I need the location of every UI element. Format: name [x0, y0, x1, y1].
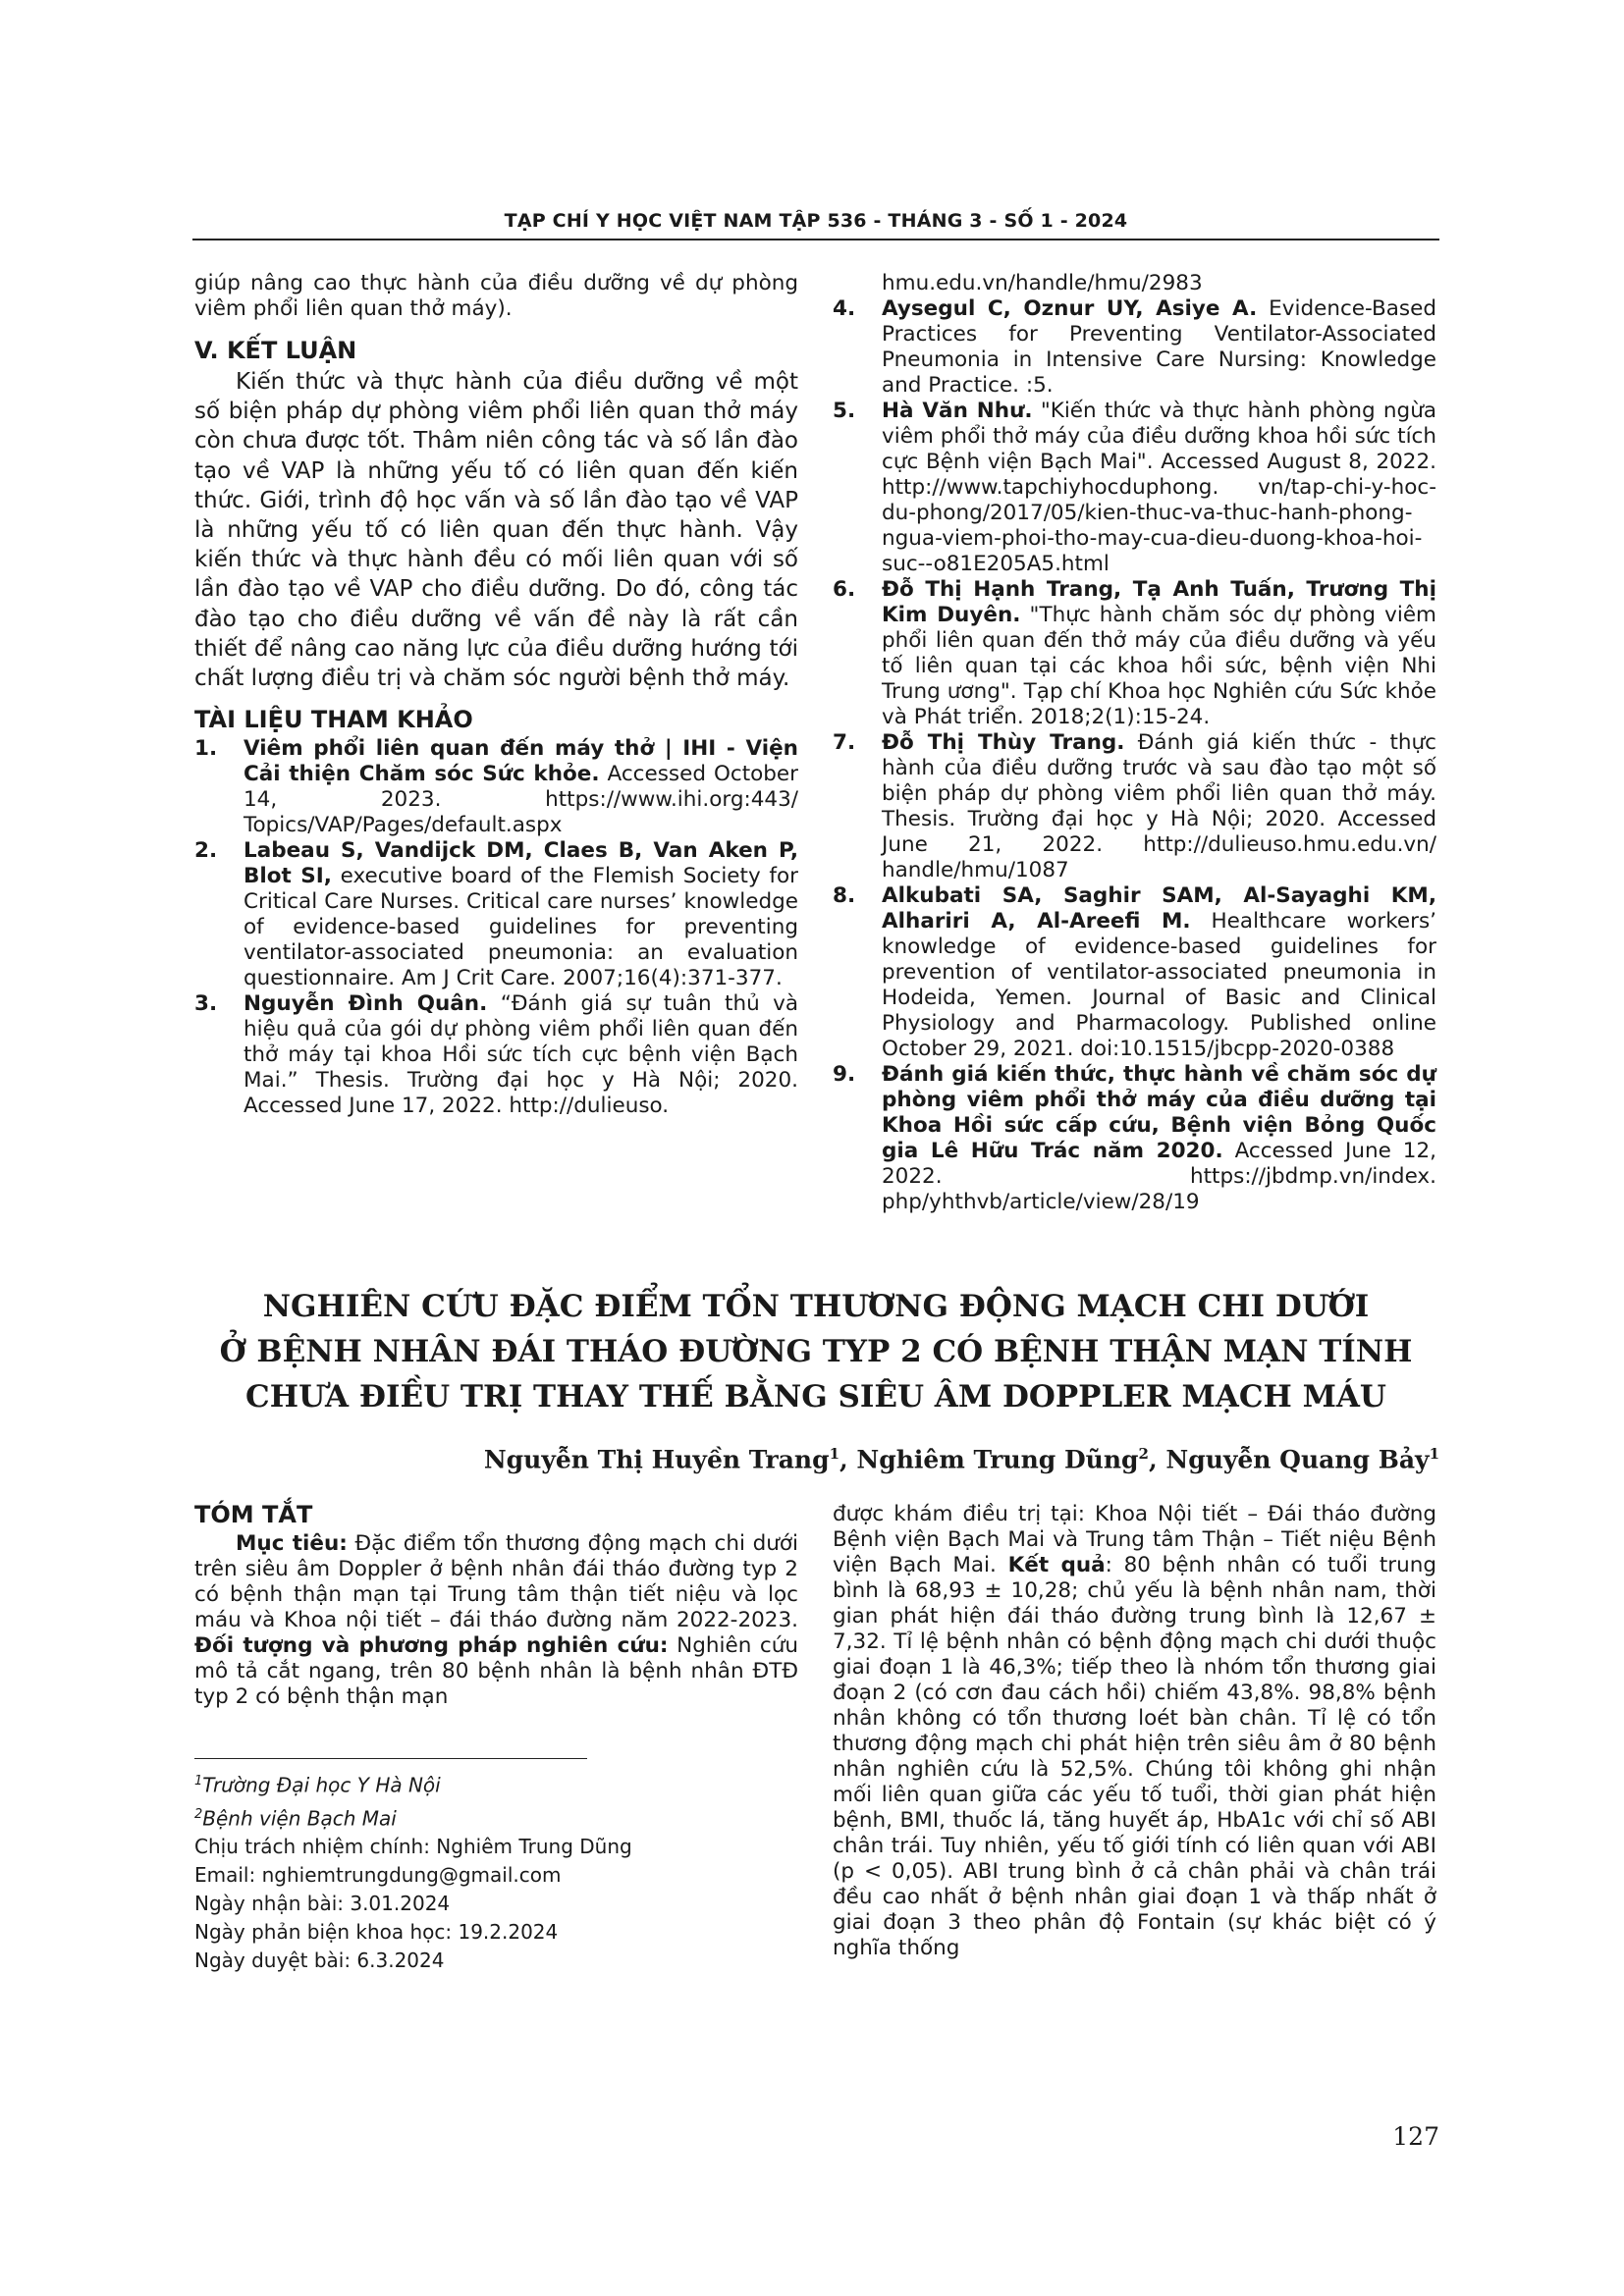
author-name: Nghiêm Trung Dũng	[856, 1445, 1139, 1474]
abstract-right	[833, 1502, 1436, 1961]
reference-item: 2. Labeau S, Vandijck DM, Claes B, Van Aken P, Blot SI, executive board of the Flemish Society for Critical Care Nurses. Critical care nurses’ knowledge of evidence-based guidelines for preventing ventilator-associated pneumonia: an evaluation questionnaire. Am J Crit Care. 2007;16(4):371-377.	[194, 838, 798, 991]
footnote-rule	[194, 1758, 587, 1759]
article-title-line: NGHIÊN CỨU ĐẶC ĐIỂM TỔN THƯƠNG ĐỘNG MẠCH CHI DƯỚI	[262, 1289, 1370, 1324]
references-heading: TÀI LIỆU THAM KHẢO	[194, 706, 473, 734]
reference-continuation: hmu.edu.vn/handle/hmu/2983	[882, 271, 1203, 295]
footnotes	[194, 1767, 798, 1975]
methods-label: Đối tượng và phương pháp nghiên cứu:	[194, 1633, 669, 1658]
article-title-line: Ở BỆNH NHÂN ĐÁI THÁO ĐƯỜNG TYP 2 CÓ BỆNH THẬN MẠN TÍNH	[219, 1334, 1413, 1369]
article-title-line: CHƯA ĐIỀU TRỊ THAY THẾ BẰNG SIÊU ÂM DOPPLER MẠCH MÁU	[245, 1379, 1386, 1415]
received-date: Ngày nhận bài: 3.01.2024	[194, 1892, 451, 1916]
author-name: Nguyễn Quang Bảy	[1165, 1445, 1430, 1474]
reference-item: 4. Aysegul C, Oznur UY, Asiye A. Evidence-Based Practices for Preventing Ventilator-Associated Pneumonia in Intensive Care Nursing: Knowledge and Practice. :5.	[833, 296, 1436, 398]
right-column-top	[833, 271, 1436, 1215]
affiliation-mark: 1	[1429, 1445, 1439, 1463]
header-rule	[192, 239, 1439, 240]
affiliation-mark: 1	[829, 1445, 839, 1463]
objective-label: Mục tiêu:	[236, 1531, 348, 1556]
affiliation-mark: 2	[1138, 1445, 1149, 1463]
running-header: TẠP CHÍ Y HỌC VIỆT NAM TẬP 536 - THÁNG 3 - SỐ 1 - 2024	[504, 210, 1128, 232]
review-date: Ngày phản biện khoa học: 19.2.2024	[194, 1920, 559, 1945]
email-text: Email: nghiemtrungdung@gmail.com	[194, 1863, 562, 1888]
accepted-date: Ngày duyệt bài: 6.3.2024	[194, 1949, 445, 1973]
article-title	[192, 1284, 1439, 1419]
author-line: Nguyễn Thị Huyền Trang$^1$, Nghiêm Trung Dũng$^2$, Nguyễn Quang Bảy$^1$	[483, 1445, 1439, 1474]
results-label: Kết quả	[1007, 1553, 1106, 1577]
reference-item: 3. Nguyễn Đình Quân. “Đánh giá sự tuân thủ và hiệu quả của gói dự phòng viêm phổi liên quan đến thở máy tại khoa Hồi sức tích cực bệnh viện Bạch Mai.” Thesis. Trường đại học y Hà Nội; 2020. Accessed June 17, 2022. http://dulieuso.	[194, 991, 799, 1119]
reference-item: 9. Đánh giá kiến thức, thực hành về chăm sóc dự phòng viêm phổi thở máy của điều dưỡng tại Khoa Hồi sức cấp cứu, Bệnh viện Bỏng Quốc gia Lê Hữu Trác năm 2020. Accessed June 12, 2022. https://jbdmp.vn/index. php/yhthvb/article/view/28/19	[833, 1062, 1436, 1214]
reference-item: 8. Alkubati SA, Saghir SAM, Al-Sayaghi KM, Alhariri A, Al-Areefi M. Healthcare workers’ knowledge of evidence-based guidelines for prevention of ventilator-associated pneumonia in Hodeida, Yemen. Journal of Basic and Clinical Physiology and Pharmacology. Published online October 29, 2021. doi:10.1515/jbcpp-2020-0388	[833, 883, 1436, 1061]
reference-item: 6. Đỗ Thị Hạnh Trang, Tạ Anh Tuấn, Trương Thị Kim Duyên. "Thực hành chăm sóc dự phòng viêm phổi liên quan đến thở máy của điều dưỡng và yếu tố liên quan tại các khoa hồi sức, bệnh viện Nhi Trung ương". Tạp chí Khoa học Nghiên cứu Sức khỏe và Phát triển. 2018;2(1):15-24.	[833, 577, 1436, 729]
abstract-heading: TÓM TẮT	[194, 1501, 313, 1528]
intro-paragraph: giúp nâng cao thực hành của điều dưỡng về dự phòng viêm phổi liên quan thở máy).	[194, 271, 798, 321]
affiliation-1: $^1$Trường Đại học Y Hà Nội	[194, 1773, 441, 1797]
references-list-left	[194, 736, 798, 1119]
reference-item: 1. Viêm phổi liên quan đến máy thở | IHI - Viện Cải thiện Chăm sóc Sức khỏe. Accessed October 14, 2023. https://www.ihi.org:443/ Topics/VAP/Pages/default.aspx	[194, 736, 798, 838]
abstract-paragraph-continued: được khám điều trị tại: Khoa Nội tiết – Đái tháo đường Bệnh viện Bạch Mai và Trung tâm Thận – Tiết niệu Bệnh viện Bạch Mai. Kết quả: 80 bệnh nhân có tuổi trung bình là 68,93 ± 10,28; chủ yếu là bệnh nhân nam, thời gian phát hiện đái tháo đường trung bình là 12,67 ± 7,32. Tỉ lệ bệnh nhân có bệnh động mạch chi dưới thuộc giai đoạn 1 là 46,3%; tiếp theo là nhóm tổn thương giai đoạn 2 (có cơn đau cách hồi) chiếm 43,8%. 98,8% bệnh nhân không có tổn thương loét bàn chân. Tỉ lệ có tổn thương động mạch chi phát hiện trên siêu âm ở 80 bệnh nhân nghiên cứu là 52,5%. Chúng tôi không ghi nhận mối liên quan giữa các yếu tố tuổi, thời gian phát hiện bệnh, BMI, thuốc lá, tăng huyết áp, HbA1c với chỉ số ABI chân trái. Tuy nhiên, yếu tố giới tính có liên quan với ABI (p < 0,05). ABI trung bình ở cả chân phải và chân trái đều cao nhất ở bệnh nhân giai đoạn 1 và thấp nhất ở giai đoạn 3 theo phân độ Fontain (sự khác biệt có ý nghĩa thống	[833, 1502, 1437, 1960]
conclusion-paragraph: Kiến thức và thực hành của điều dưỡng về một số biện pháp dự phòng viêm phổi liên quan thở máy còn chưa được tốt. Thâm niên công tác và số lần đào tạo về VAP là những yếu tố có liên quan đến kiến thức. Giới, trình độ học vấn và số lần đào tạo về VAP là những yếu tố có liên quan đến thực hành. Vậy kiến thức và thực hành đều có mối liên quan với số lần đào tạo về VAP cho điều dưỡng. Do đó, công tác đào tạo cho điều dưỡng về vấn đề này là rất cần thiết để nâng cao năng lực của điều dưỡng hướng tới chất lượng điều trị và chăm sóc người bệnh thở máy.	[194, 369, 798, 692]
abstract-left	[194, 1502, 798, 1710]
reference-item: 7. Đỗ Thị Thùy Trang. Đánh giá kiến thức - thực hành của điều dưỡng trước và sau đào tạo một số biện pháp dự phòng viêm phổi liên quan thở máy. Thesis. Trường đại học y Hà Nội; 2020. Accessed June 21, 2022. http://dulieuso.hmu.edu.vn/ handle/hmu/1087	[833, 730, 1437, 882]
reference-item: 5. Hà Văn Như. "Kiến thức và thực hành phòng ngừa viêm phổi thở máy của điều dưỡng khoa hồi sức tích cực Bệnh viện Bạch Mai". Accessed August 8, 2022. http://www.tapchiyhocduphong. vn/tap-chi-y-hoc-du-phong/2017/05/kien-thuc-va-thuc-hanh-phong-ngua-viem-phoi-tho-may-cua-dieu-duong-khoa-hoi-suc--o81E205A5.html	[833, 399, 1436, 576]
affiliation-2: $^2$Bệnh viện Bạch Mai	[194, 1806, 397, 1831]
page-number: 127	[1392, 2122, 1439, 2151]
corresponding-author: Chịu trách nhiệm chính: Nghiêm Trung Dũng	[194, 1835, 632, 1859]
conclusion-heading: V. KẾT LUẬN	[194, 337, 357, 364]
author-name: Nguyễn Thị Huyền Trang	[483, 1445, 830, 1474]
left-column-top	[194, 271, 798, 1119]
abstract-paragraph: Mục tiêu: Đặc điểm tổn thương động mạch chi dưới trên siêu âm Doppler ở bệnh nhân đái tháo đường typ 2 có bệnh thận mạn tại Trung tâm thận tiết niệu và lọc máu và Khoa nội tiết – đái tháo đường năm 2022-2023. Đối tượng và phương pháp nghiên cứu: Nghiên cứu mô tả cắt ngang, trên 80 bệnh nhân là bệnh nhân ĐTĐ typ 2 có bệnh thận mạn	[194, 1531, 798, 1709]
